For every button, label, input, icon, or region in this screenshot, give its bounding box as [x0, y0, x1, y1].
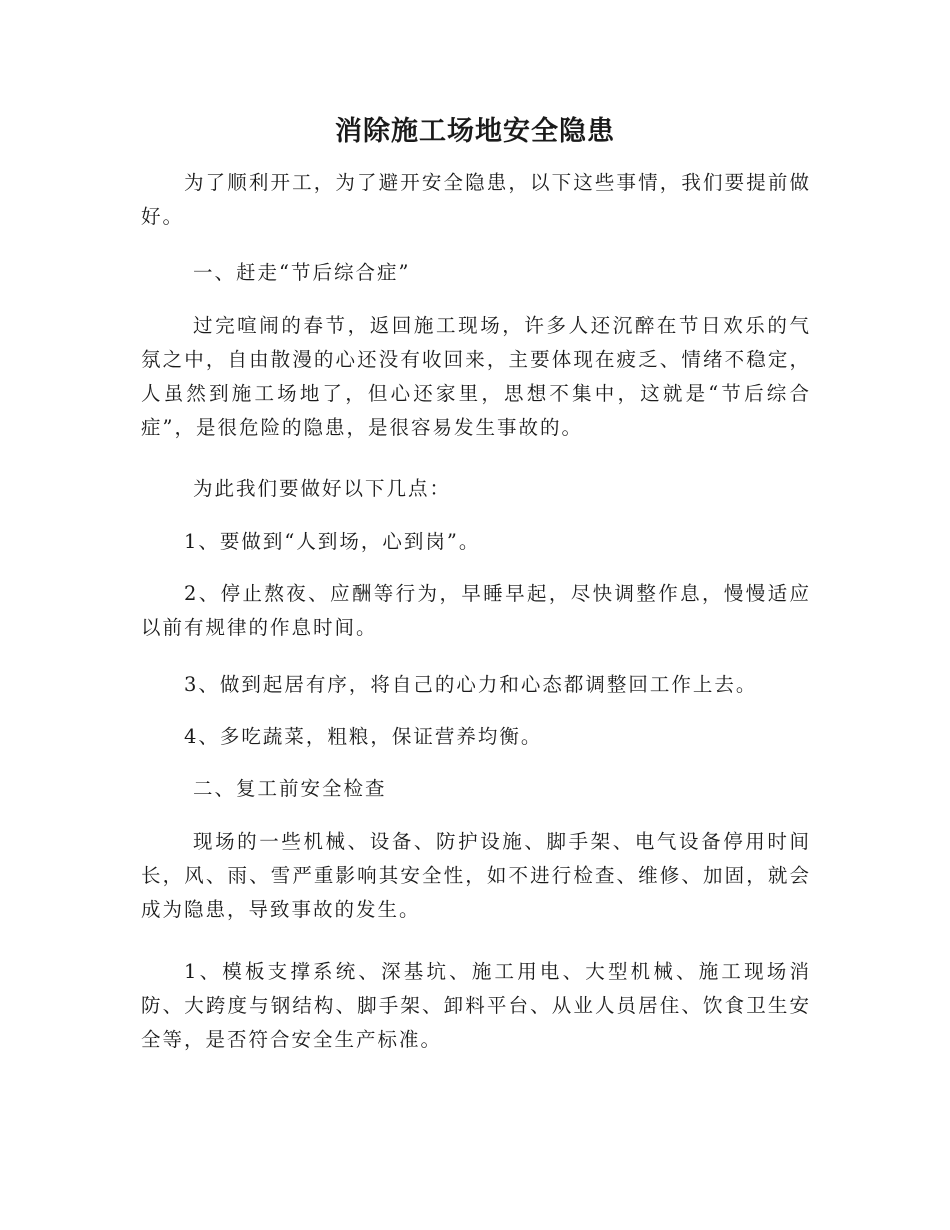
section-heading-2: 二、复工前安全检查 [193, 777, 387, 800]
intro-paragraph: 为了顺利开工，为了避开安全隐患，以下这些事情，我们要提前做好。 [141, 171, 811, 228]
list-item: 1、要做到“人到场，心到岗”。 [184, 530, 481, 553]
list-item: 3、做到起居有序，将自己的心力和心态都调整回工作上去。 [184, 673, 758, 696]
list-item: 2、停止熬夜、应酬等行为，早睡早起，尽快调整作息，慢慢适应以前有规律的作息时间。 [141, 582, 811, 639]
section-heading-1: 一、赶走“节后综合症” [193, 261, 411, 284]
body-paragraph: 为此我们要做好以下几点： [193, 477, 452, 500]
list-item: 1、模板支撑系统、深基坑、施工用电、大型机械、施工现场消防、大跨度与钢结构、脚手架、卸料平台、从业人员居住、饮食卫生安全等，是否符合安全生产标准。 [141, 960, 811, 1051]
body-paragraph: 过完喧闹的春节，返回施工现场，许多人还沉醉在节日欢乐的气氛之中，自由散漫的心还没有收回来，主要体现在疲乏、情绪不稳定，人虽然到施工场地了，但心还家里，思想不集中，这就是“节后综合症”，是很危险的隐患，是很容易发生事故的。 [141, 314, 811, 439]
body-paragraph: 现场的一些机械、设备、防护设施、脚手架、电气设备停用时间长，风、雨、雪严重影响其安全性，如不进行检查、维修、加固，就会成为隐患，导致事故的发生。 [141, 830, 811, 921]
document-title: 消除施工场地安全隐患 [335, 116, 615, 147]
list-item: 4、多吃蔬菜，粗粮，保证营养均衡。 [184, 725, 543, 748]
